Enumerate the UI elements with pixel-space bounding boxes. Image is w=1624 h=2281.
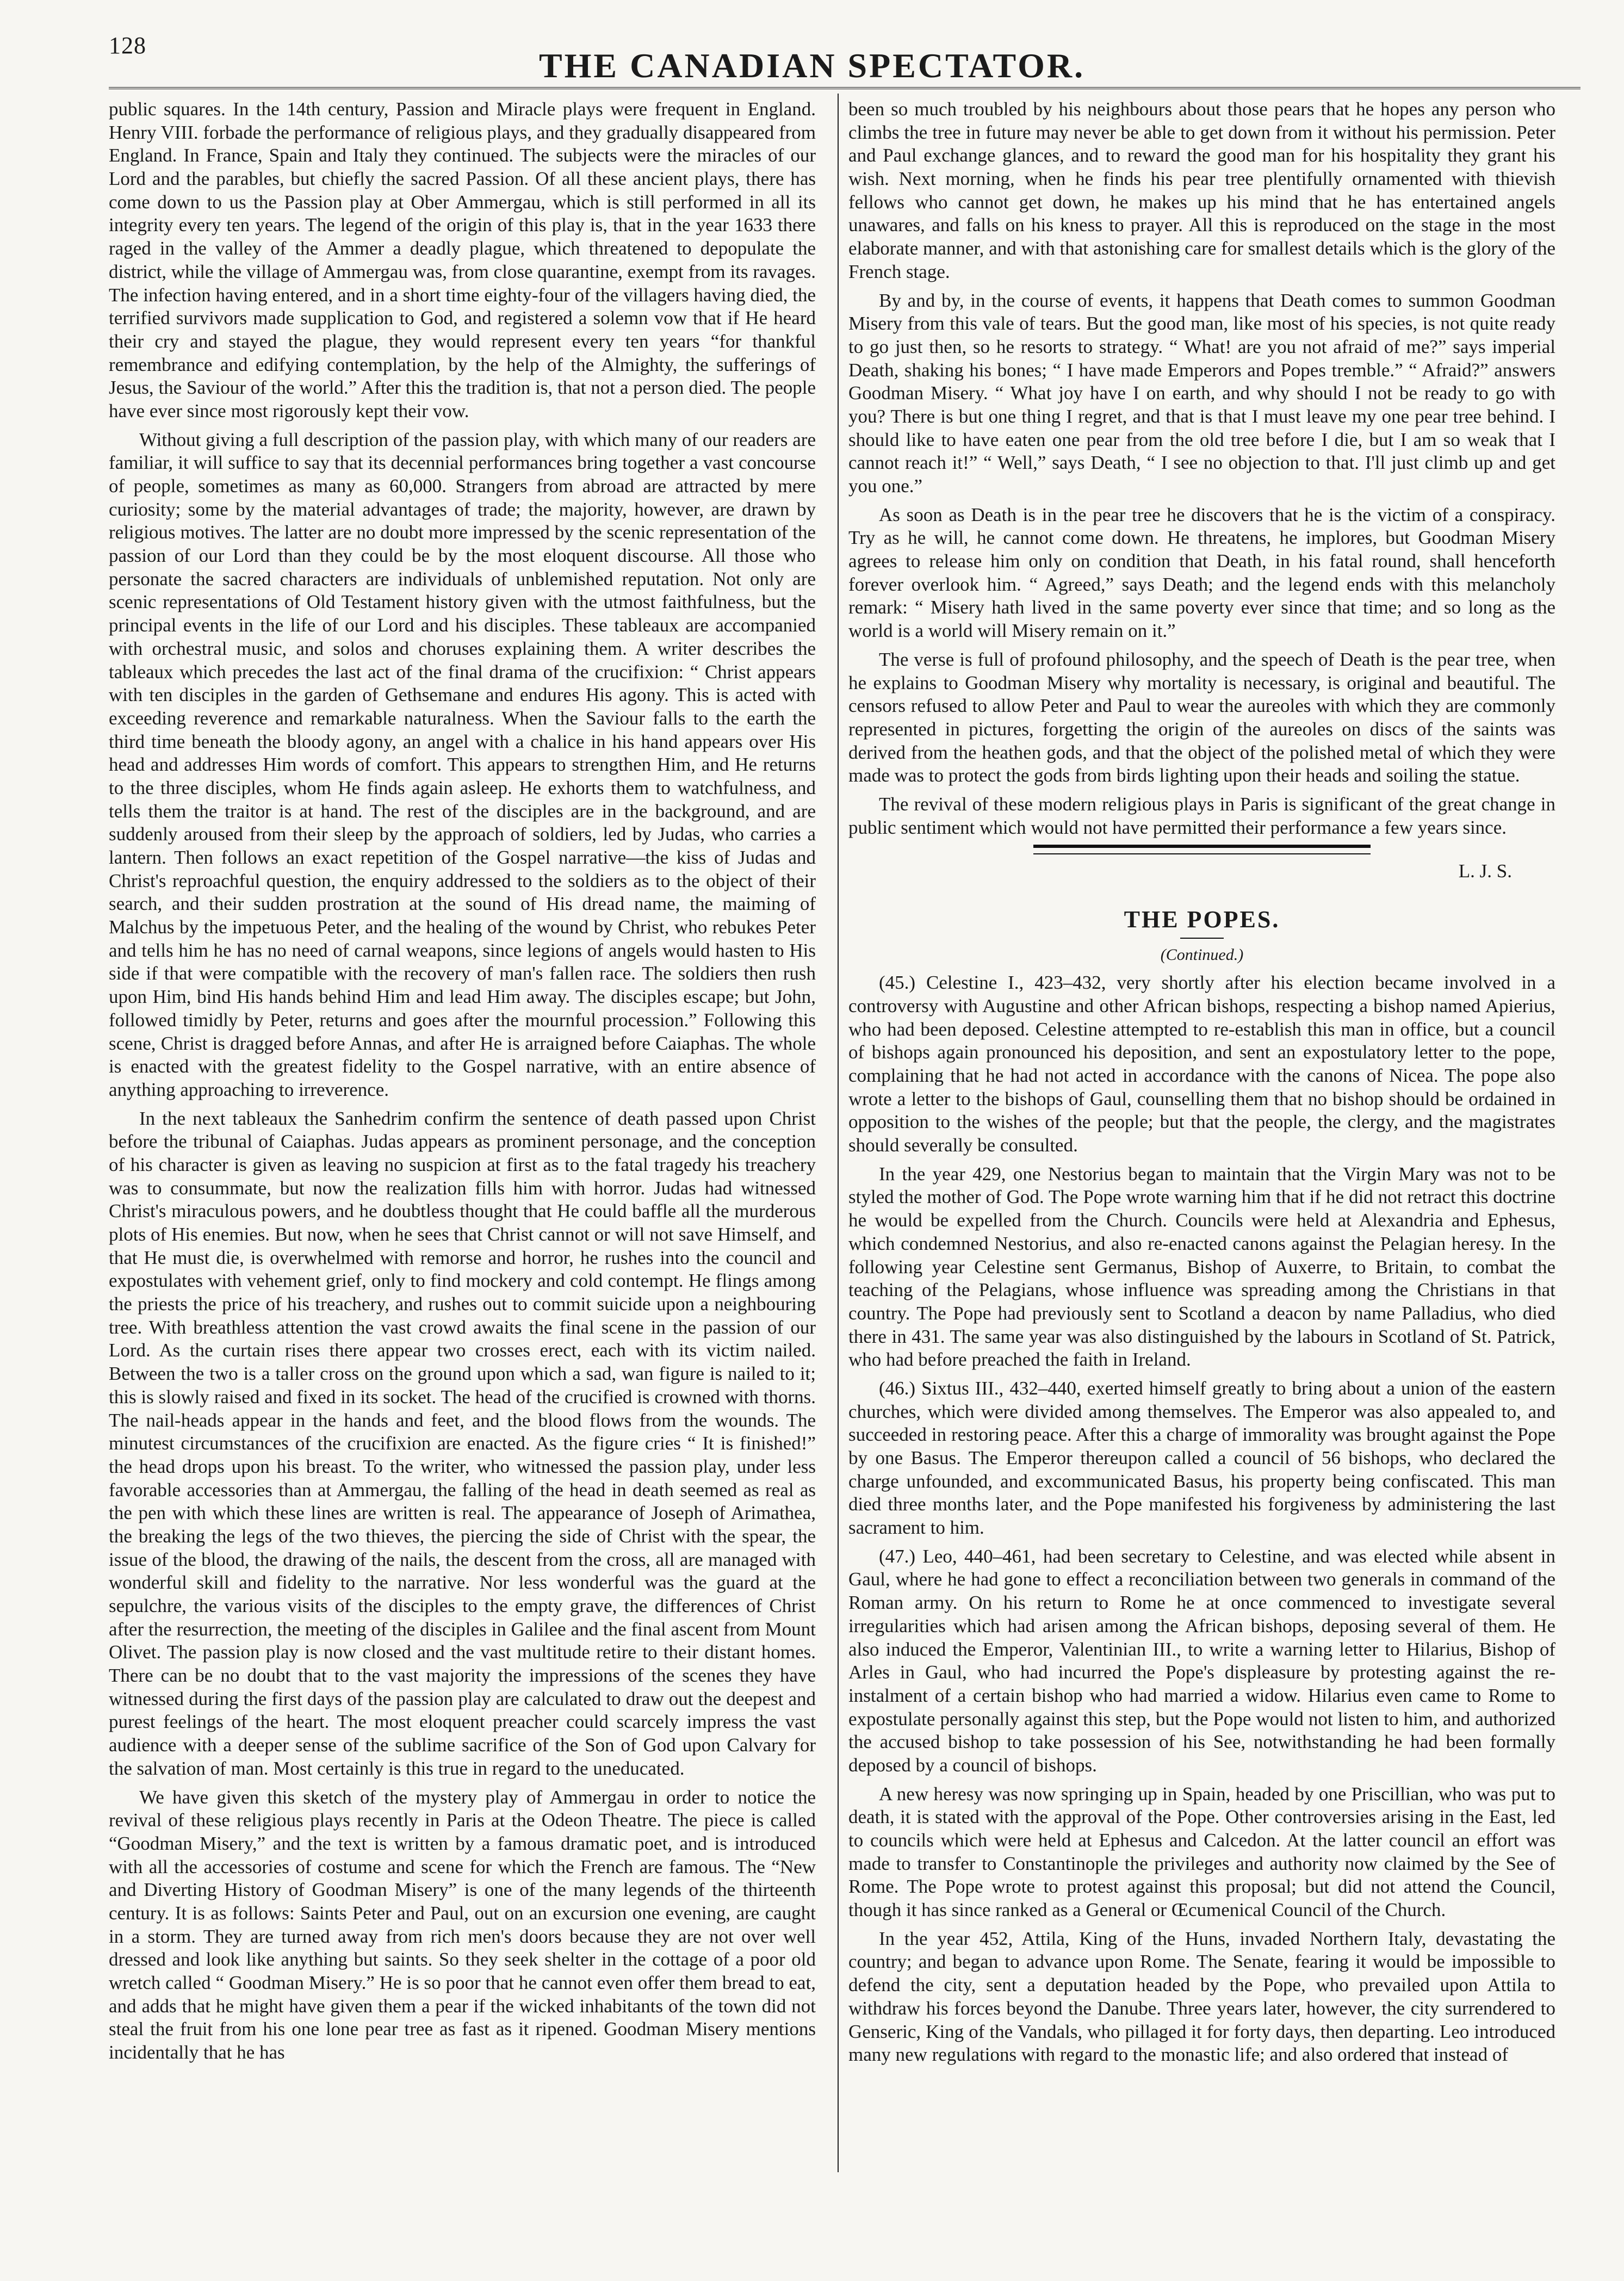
header-rule	[109, 87, 1580, 89]
section-title: THE POPES.	[1124, 906, 1280, 933]
article-paragraph: As soon as Death is in the pear tree he discovers that he is the victim of a conspiracy. Try as he will, he cannot come down. He threatens, he implores, but Goodman Misery agrees to release him only on condition that Death, in his fatal round, shall henceforth forever overlook him. “ Agreed,” says Death; and the legend ends with this melancholy remark: “ Misery hath lived in the same poverty ever since that time; and so long as the world is a world will Misery remain on it.”	[848, 504, 1555, 642]
article-paragraph: In the next tableaux the Sanhedrim confirm the sentence of death passed upon Christ before the tribunal of Caiaphas. Judas appears as prominent personage, and the conception of his character is given as leaving no suspicion at first as to the fatal tragedy his treachery was to consummate, but now the realization fills him with horror. Judas had witnessed Christ's miraculous powers, and he doubtless thought that He could baffle all the murderous plots of His enemies. But now, when he sees that Christ cannot or will not save Himself, and that He must die, is overwhelmed with remorse and horror, he rushes into the council and expostulates with vehement grief, only to find mockery and cold contempt. He flings among the priests the price of his treachery, and rushes out to commit suicide upon a neighbouring tree. With breathless attention the vast crowd awaits the final scene in the passion of our Lord. As the curtain rises there appear two crosses erect, each with its victim nailed. Between the two is a taller cross on the ground upon which a sad, wan figure is nailed to it; this is slowly raised and fixed in its socket. The head of the crucified is crowned with thorns. The nail-heads appear in the hands and feet, and the blood flows from the wounds. The minutest circumstances of the crucifixion are enacted. As the figure cries “ It is finished!” the head drops upon his breast. To the writer, who witnessed the passion play, under less favorable accessories than at Ammergau, the falling of the head in death seemed as real as the pen with which these lines are written is real. The appearance of Joseph of Arimathea, the breaking the legs of the two thieves, the piercing the side of Christ with the spear, the issue of the blood, the drawing of the nails, the descent from the cross, all are managed with wonderful skill and fidelity to the narrative. Nor less wonderful was the guard at the sepulchre, the various visits of the disciples to the empty grave, the differences of Christ after the resurrection, the meeting of the disciples in Galilee and the final ascent from Mount Olivet. The passion play is now closed and the vast multitude retire to their distant homes. There can be no doubt that to the vast majority the impressions of the scenes they have witnessed during the first days of the passion play are calculated to draw out the deepest and purest feelings of the heart. The most eloquent preacher could scarcely impress the vast audience with a deeper sense of the sublime sacrifice of the Son of God upon Calvary for the salvation of man. Most certainly is this true in regard to the uneducated.	[109, 1107, 816, 1779]
article-paragraph: The revival of these modern religious plays in Paris is significant of the great change in public sentiment which would not have permitted their performance a few years since.	[848, 793, 1555, 838]
author-signature: L. J. S.	[1458, 860, 1512, 882]
article-paragraph: public squares. In the 14th century, Passion and Miracle plays were frequent in England. Henry VIII. forbade the performance of religious plays, and they gradually disappeared from England. In France, Spain and Italy they continued. The subjects were the miracles of our Lord and the parables, but chiefly the sacred Passion. Of all these ancient plays, there has come down to us the Passion play at Ober Ammergau, which is still performed in all its integrity every ten years. The legend of the origin of this play is, that in the year 1633 there raged in the valley of the Ammer a deadly plague, which threatened to depopulate the district, while the village of Ammergau was, from close quarantine, exempt from its ravages. The infection having entered, and in a short time eighty-four of the villagers having died, the terrified survivors made supplication to God, and registered a solemn vow that if He heard their cry and stayed the plague, they would represent every ten years “for thankful remembrance and edifying contemplation, by the help of the Almighty, the sufferings of Jesus, the Saviour of the world.” After this the tradition is, that not a person died. The people have ever since most rigorously kept their vow.	[109, 98, 816, 422]
article-paragraph: We have given this sketch of the mystery play of Ammergau in order to notice the revival of these religious plays recently in Paris at the Odeon Theatre. The piece is called “Goodman Misery,” and the text is written by a famous dramatic poet, and is introduced with all the accessories of costume and scene for which the French are famous. The “New and Diverting History of Goodman Misery” is one of the many legends of the thirteenth century. It is as follows: Saints Peter and Paul, out on an excursion one evening, are caught in a storm. They are turned away from rich men's doors because they are not over well dressed and look like anything but saints. So they seek shelter in the cottage of a poor old wretch called “ Goodman Misery.” He is so poor that he cannot even offer them bread to eat, and adds that he might have given them a pear if the wicked inhabitants of the town did not steal the fruit from his one lone pear tree as fast as it ripened. Goodman Misery mentions incidentally that he has	[109, 1786, 816, 2063]
popes-paragraph: A new heresy was now springing up in Spain, headed by one Priscillian, who was put to death, it is stated with the approval of the Pope. Other controversies arising in the East, led to councils which were held at Ephesus and Calcedon. At the latter council an effort was made to transfer to Constantinople the privileges and authority now claimed by the See of Rome. The Pope wrote to protest against this proposal; but did not attend the Council, though it has since ranked as a General or Œcumenical Council of the Church.	[848, 1783, 1555, 1921]
popes-paragraph: (45.) Celestine I., 423–432, very shortly after his election became involved in a controversy with Augustine and other African bishops, respecting a bishop named Apierius, who had been deposed. Celestine attempted to re-establish this man in office, but a council of bishops again pronounced his deposition, and sent an expostulatory letter to the pope, complaining that he had not acted in accordance with the canons of Nicea. The pope also wrote a letter to the bishops of Gaul, counselling them that no bishop should be ordained in opposition to the wishes of the people; but that the people, the clergy, and the magistrates should severally be consulted.	[848, 972, 1555, 1156]
title-rule	[1180, 938, 1224, 939]
article-paragraph: By and by, in the course of events, it happens that Death comes to summon Goodman Misery from this vale of tears. But the good man, like most of his species, is not quite ready to go just then, so he resorts to strategy. “ What! are you not afraid of me?” says imperial Death, shaking his bones; “ I have made Emperors and Popes tremble.” “ Afraid?” answers Goodman Misery. “ What joy have I on earth, and why should I not be ready to go with you? There is but one thing I regret, and that is that I must leave my one pear tree behind. I should like to have eaten one pear from the old tree before I die, but I am so weak that I cannot reach it!” “ Well,” says Death, “ I see no objection to that. I'll just climb up and get you one.”	[848, 289, 1555, 497]
article-paragraph: Without giving a full description of the passion play, with which many of our readers are familiar, it will suffice to say that its decennial performances bring together a vast concourse of people, sometimes as many as 60,000. Strangers from abroad are attracted by mere curiosity; some by the material advantages of trade; the majority, however, are drawn by religious motives. The latter are no doubt more impressed by the scenic representation of the passion of our Lord than they could be by the most eloquent discourse. All those who personate the sacred characters are individuals of unblemished reputation. Not only are scenic representations of Old Testament history given with the utmost faithfulness, but the principal events in the life of our Lord and his disciples. These tableaux are accompanied with orchestral music, and solos and choruses explaining them. A writer describes the tableaux which precedes the last act of the final drama of the crucifixion: “ Christ appears with ten disciples in the garden of Gethsemane and endures His agony. This is acted with exceeding reverence and remarkable naturalness. When the Saviour falls to the earth the third time beneath the bloody agony, an angel with a chalice in his hand appears over His head and addresses Him words of comfort. This appears to strengthen Him, and He returns to the three disciples, whom He finds again asleep. He exhorts them to watchfulness, and tells them the traitor is at hand. The rest of the disciples are in the background, and are suddenly aroused from their sleep by the approach of soldiers, led by Judas, who carries a lantern. Then follows an exact repetition of the Gospel narrative—the kiss of Judas and Christ's reproachful question, the enquiry addressed to the soldiers as to the object of their search, and their sudden prostration at the sound of His dread name, the maiming of Malchus by the impetuous Peter, and the healing of the wound by Christ, who rebukes Peter and tells him he has no need of carnal weapons, since legions of angels would hasten to His side if that were compatible with the recovery of man's fallen race. The soldiers then rush upon Him, bind His hands behind Him and lead Him away. The disciples escape; but John, followed timidly by Peter, returns and goes after the mournful procession.” Following this scene, Christ is dragged before Annas, and after He is arraigned before Caiaphas. The whole is enacted with the greatest fidelity to the Gospel narrative, with an entire absence of anything approaching to irreverence.	[109, 429, 816, 1100]
popes-paragraph: (46.) Sixtus III., 432–440, exerted himself greatly to bring about a union of the eastern churches, which were divided among themselves. The Emperor was also appealed to, and succeeded in restoring peace. After this a charge of immorality was brought against the Pope by one Basus. The Emperor thereupon called a council of 56 bishops, who declared the charge unfounded, and excommunicated Basus, his property being confiscated. This man died three months later, and the Pope manifested his forgiveness by administering the last sacrament to him.	[848, 1377, 1555, 1539]
page-number: 128	[109, 32, 146, 59]
popes-paragraph: In the year 429, one Nestorius began to maintain that the Virgin Mary was not to be styled the mother of God. The Pope wrote warning him that if he did not retract this doctrine he would be expelled from the Church. Councils were held at Alexandria and Ephesus, which condemned Nestorius, and also re-enacted canons against the Pelagian heresy. In the following year Celestine sent Germanus, Bishop of Auxerre, to Britain, to combat the teaching of the Pelagians, whose influence was spreading among the Christians in that country. The Pope had previously sent to Scotland a deacon by name Palladius, who died there in 431. The same year was also distinguished by the labours in Scotland of St. Patrick, who had before preached the faith in Ireland.	[848, 1163, 1555, 1371]
popes-paragraph: (47.) Leo, 440–461, had been secretary to Celestine, and was elected while absent in Gaul, where he had gone to effect a reconciliation between two generals in command of the Roman army. On his return to Rome he at once commenced to investigate several irregularities which had arisen among the African bishops, deposing several of them. He also induced the Emperor, Valentinian III., to write a warning letter to Hilarius, Bishop of Arles in Gaul, who had incurred the Pope's displeasure by protesting against the re-instalment of a certain bishop who had married a widow. Hilarius even came to Rome to expostulate personally against this step, but the Pope would not listen to him, and authorized the accused bishop to take possession of his See, notwithstanding he had been formally deposed by a council of bishops.	[848, 1545, 1555, 1776]
masthead-title: THE CANADIAN SPECTATOR.	[538, 46, 1086, 85]
article-paragraph: been so much troubled by his neighbours about those pears that he hopes any person who climbs the tree in future may never be able to get down from it without his permission. Peter and Paul exchange glances, and to reward the good man for his hospitality they grant his wish. Next morning, when he finds his pear tree plentifully ornamented with thievish fellows who cannot get down, he makes up his mind that he has entertained angels unawares, and falls on his kness to prayer. All this is reproduced on the stage in the most elaborate manner, and with that astonishing care for smallest details which is the glory of the French stage.	[848, 98, 1555, 282]
column-divider	[838, 94, 839, 2172]
section-separator-rule	[1033, 845, 1371, 854]
article-paragraph: The verse is full of profound philosophy, and the speech of Death is the pear tree, when he explains to Goodman Misery why mortality is necessary, is original and beautiful. The censors refused to allow Peter and Paul to wear the aureoles with which they are commonly represented in pictures, forgetting the origin of the aureoles on discs of the saints was derived from the heathen gods, and that the object of the polished metal of which they were made was to protect the gods from birds lighting upon their heads and soiling the statue.	[848, 648, 1555, 786]
section-subtitle: (Continued.)	[1160, 945, 1244, 964]
popes-paragraph: In the year 452, Attila, King of the Huns, invaded Northern Italy, devastating the country; and began to advance upon Rome. The Senate, fearing it would be impossible to defend the city, sent a deputation headed by the Pope, who prevailed upon Attila to withdraw his forces beyond the Danube. Three years later, however, the city surrendered to Genseric, King of the Vandals, who pillaged it for forty days, then departing. Leo introduced many new regulations with regard to the monastic life; and also ordered that instead of	[848, 1927, 1555, 2066]
right-column	[848, 98, 1555, 2072]
left-column	[109, 98, 816, 2070]
